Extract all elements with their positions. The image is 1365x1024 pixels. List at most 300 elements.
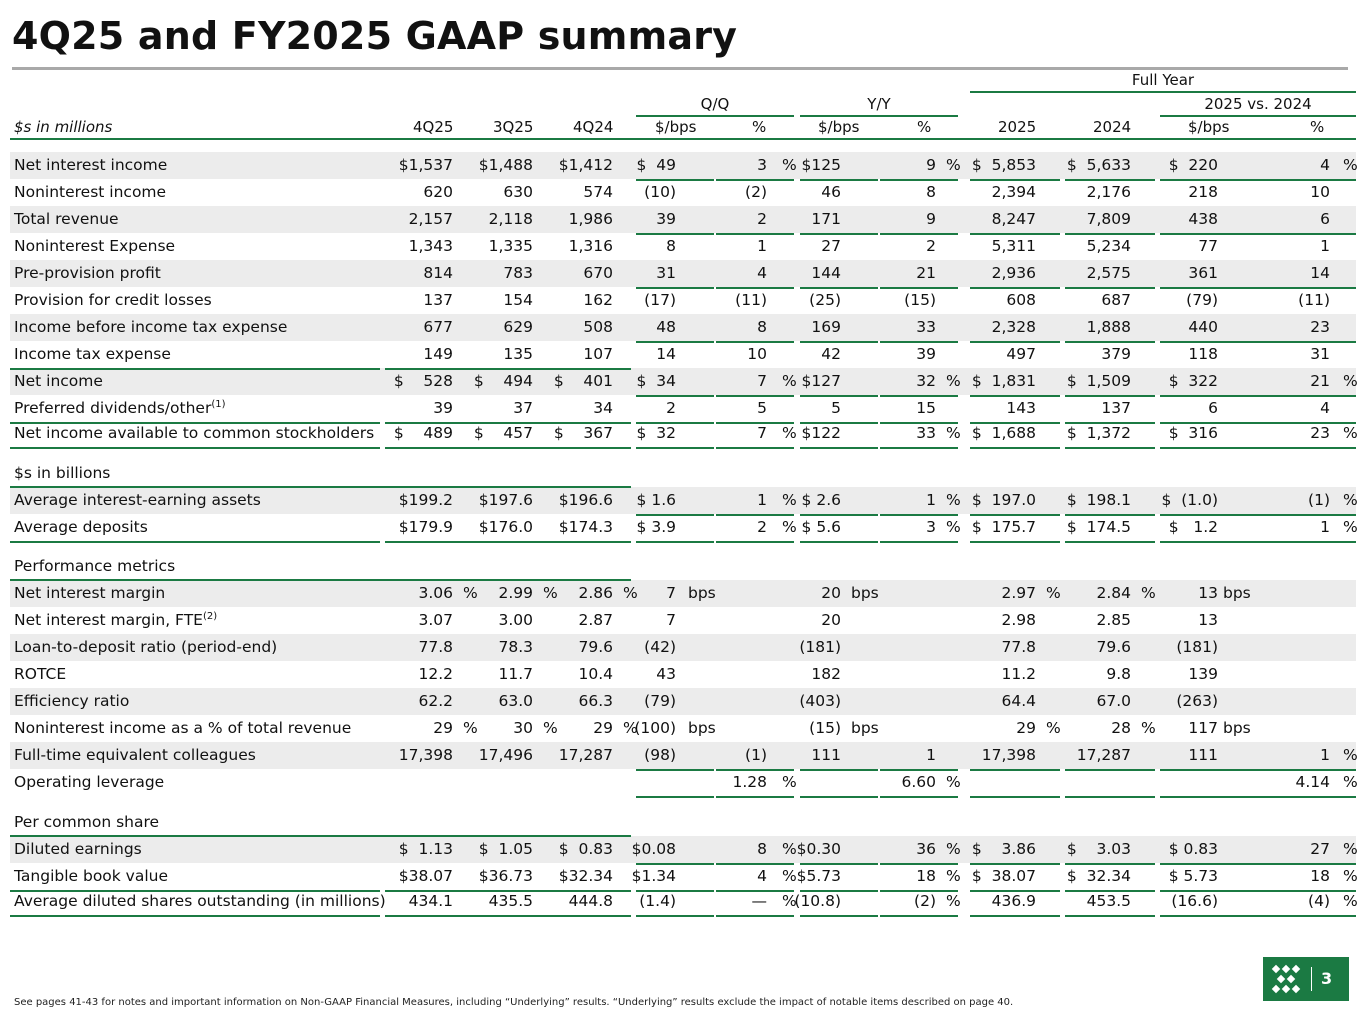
table-cell: 39 xyxy=(656,210,676,228)
unit-suffix: % xyxy=(946,491,961,509)
column-underline xyxy=(636,915,714,917)
table-cell: 36 xyxy=(916,840,936,858)
row-label: Average diluted shares outstanding (in millions) xyxy=(14,892,386,910)
logo-separator xyxy=(1311,967,1312,991)
column-underline xyxy=(1250,541,1356,543)
full-year-group-label: Full Year xyxy=(1131,71,1195,89)
table-cell: (1) xyxy=(745,746,767,764)
table-cell: 30 xyxy=(513,719,533,737)
section-rule xyxy=(10,486,631,488)
table-cell: $ 3.03 xyxy=(1066,840,1131,858)
column-underline xyxy=(800,915,878,917)
table-cell: $ 174.5 xyxy=(1066,518,1131,536)
brand-mark-icon xyxy=(1271,964,1301,994)
page-number: 3 xyxy=(1321,969,1333,988)
table-cell: (16.6) xyxy=(1171,892,1218,910)
table-cell: $ 1.05 xyxy=(478,840,533,858)
unit-suffix: % xyxy=(946,840,961,858)
column-underline xyxy=(716,915,794,917)
column-underline xyxy=(1250,447,1356,449)
column-header: 4Q24 xyxy=(573,118,614,136)
row-separator xyxy=(10,890,380,892)
table-cell: 5,234 xyxy=(1086,237,1131,255)
table-cell: 39 xyxy=(433,399,453,417)
table-cell: 117 xyxy=(1188,719,1218,737)
row-label: Net interest income xyxy=(14,156,168,174)
table-cell: 14 xyxy=(656,345,676,363)
column-underline xyxy=(1065,796,1155,798)
table-cell: 27 xyxy=(1310,840,1330,858)
table-cell: 2,328 xyxy=(991,318,1036,336)
unit-suffix: % xyxy=(1046,719,1061,737)
table-cell: (98) xyxy=(644,746,676,764)
unit-suffix: % xyxy=(782,156,797,174)
table-cell: 28 xyxy=(1111,719,1131,737)
row-label: Income tax expense xyxy=(14,345,171,363)
row-separator xyxy=(385,541,631,543)
column-underline xyxy=(800,796,878,798)
unit-suffix: % xyxy=(946,892,961,910)
table-cell: 1 xyxy=(926,491,936,509)
table-row xyxy=(10,206,1356,233)
table-cell: 2 xyxy=(926,237,936,255)
table-cell: 1,986 xyxy=(568,210,613,228)
table-cell: 438 xyxy=(1188,210,1218,228)
table-cell: 361 xyxy=(1188,264,1218,282)
table-cell: $179.9 xyxy=(398,518,453,536)
column-header: 4Q25 xyxy=(413,118,454,136)
table-cell: 2,394 xyxy=(991,183,1036,201)
table-cell: 7 xyxy=(666,584,676,602)
table-cell: 78.3 xyxy=(498,638,533,656)
unit-suffix: % xyxy=(1343,867,1358,885)
unit-suffix: % xyxy=(946,773,961,791)
table-cell: 162 xyxy=(583,291,613,309)
table-row xyxy=(10,368,1356,395)
table-cell: 4 xyxy=(1320,399,1330,417)
unit-suffix: % xyxy=(1343,773,1358,791)
table-cell: 67.0 xyxy=(1096,692,1131,710)
table-cell: 149 xyxy=(423,345,453,363)
table-cell: 1 xyxy=(1320,518,1330,536)
table-cell: 154 xyxy=(503,291,533,309)
table-cell: (1.4) xyxy=(639,892,676,910)
column-underline xyxy=(970,447,1060,449)
brand-logo xyxy=(1263,957,1349,1001)
table-cell: $174.3 xyxy=(558,518,613,536)
unit-suffix: % xyxy=(946,867,961,885)
table-cell: $ 1.13 xyxy=(398,840,453,858)
table-cell: 620 xyxy=(423,183,453,201)
column-underline xyxy=(880,796,958,798)
table-cell: 107 xyxy=(583,345,613,363)
qq-group-label: Q/Q xyxy=(700,95,730,113)
row-label: Efficiency ratio xyxy=(14,692,130,710)
table-cell: $ 2.6 xyxy=(801,491,841,509)
table-cell: $ 367 xyxy=(553,424,613,442)
table-cell: 5 xyxy=(831,399,841,417)
table-cell: $ 0.83 xyxy=(1168,840,1218,858)
table-cell: $1,412 xyxy=(558,156,613,174)
table-cell: $1.34 xyxy=(631,867,676,885)
column-underline xyxy=(1065,541,1155,543)
table-cell: (10) xyxy=(644,183,676,201)
column-header: 2025 xyxy=(998,118,1037,136)
table-cell: 42 xyxy=(821,345,841,363)
table-cell: (42) xyxy=(644,638,676,656)
table-cell: (15) xyxy=(809,719,841,737)
unit-suffix: bps xyxy=(688,584,716,602)
unit-suffix: % xyxy=(946,156,961,174)
table-cell: 137 xyxy=(1101,399,1131,417)
table-cell: 2,118 xyxy=(488,210,533,228)
column-underline xyxy=(636,447,714,449)
qq-group-rule xyxy=(636,115,794,117)
table-cell: 7,809 xyxy=(1086,210,1131,228)
table-cell: 783 xyxy=(503,264,533,282)
table-cell: 3.07 xyxy=(418,611,453,629)
table-cell: $ 5,633 xyxy=(1066,156,1131,174)
table-row xyxy=(10,152,1356,179)
table-cell: $ 32.34 xyxy=(1066,867,1131,885)
table-cell: (25) xyxy=(809,291,841,309)
table-row xyxy=(10,314,1356,341)
table-cell: 111 xyxy=(811,746,841,764)
table-cell: 10 xyxy=(747,345,767,363)
table-cell: $ 5.73 xyxy=(1168,867,1218,885)
table-cell: 2 xyxy=(666,399,676,417)
table-cell: 143 xyxy=(1006,399,1036,417)
table-cell: $ 175.7 xyxy=(971,518,1036,536)
table-cell: 1.28 xyxy=(732,773,767,791)
row-label: Preferred dividends/other$^{(1)}$ xyxy=(14,398,226,417)
table-cell: 2.86 xyxy=(578,584,613,602)
column-underline xyxy=(716,796,794,798)
table-cell: 27 xyxy=(821,237,841,255)
table-cell: 4 xyxy=(757,867,767,885)
row-label: Pre-provision profit xyxy=(14,264,161,282)
column-underline xyxy=(1160,541,1250,543)
table-row xyxy=(10,769,1356,796)
row-label: Tangible book value xyxy=(14,867,169,885)
table-cell: $1,537 xyxy=(398,156,453,174)
table-cell: 3.00 xyxy=(498,611,533,629)
table-cell: $32.34 xyxy=(558,867,613,885)
column-underline xyxy=(970,796,1060,798)
table-cell: 21 xyxy=(1310,372,1330,390)
table-cell: 8 xyxy=(757,840,767,858)
vs-group-label: 2025 vs. 2024 xyxy=(1204,95,1312,113)
table-cell: $ 528 xyxy=(393,372,453,390)
column-header: % xyxy=(917,118,932,136)
table-cell: 1,335 xyxy=(488,237,533,255)
table-cell: 2,936 xyxy=(991,264,1036,282)
column-header: % xyxy=(1310,118,1325,136)
table-cell: $0.30 xyxy=(796,840,841,858)
table-cell: $38.07 xyxy=(398,867,453,885)
table-cell: 139 xyxy=(1188,665,1218,683)
unit-suffix: % xyxy=(782,867,797,885)
unit-suffix: % xyxy=(1343,840,1358,858)
row-label: Loan-to-deposit ratio (period-end) xyxy=(14,638,278,656)
table-cell: 10.4 xyxy=(578,665,613,683)
table-cell: 9 xyxy=(926,156,936,174)
table-cell: 64.4 xyxy=(1001,692,1036,710)
table-cell: $ (1.0) xyxy=(1161,491,1218,509)
table-row xyxy=(10,487,1356,514)
table-cell: $ 1,831 xyxy=(971,372,1036,390)
column-underline xyxy=(1250,915,1356,917)
unit-suffix: % xyxy=(782,372,797,390)
table-cell: 7 xyxy=(757,372,767,390)
row-label: Noninterest income as a % of total revenue xyxy=(14,719,352,737)
table-row xyxy=(10,420,1356,447)
table-row xyxy=(10,836,1356,863)
table-cell: 440 xyxy=(1188,318,1218,336)
table-cell: 23 xyxy=(1310,424,1330,442)
row-separator xyxy=(10,368,380,370)
unit-suffix: bps xyxy=(851,584,879,602)
table-cell: (79) xyxy=(644,692,676,710)
table-row xyxy=(10,514,1356,541)
table-cell: 48 xyxy=(656,318,676,336)
table-cell: $ 489 xyxy=(393,424,453,442)
unit-suffix: % xyxy=(463,584,478,602)
unit-suffix: bps xyxy=(1223,719,1251,737)
table-cell: 21 xyxy=(916,264,936,282)
title-divider xyxy=(12,67,1348,70)
table-cell: 79.6 xyxy=(1096,638,1131,656)
table-cell: 5 xyxy=(757,399,767,417)
table-cell: 814 xyxy=(423,264,453,282)
section-heading xyxy=(10,809,1356,836)
table-cell: 8 xyxy=(757,318,767,336)
table-cell: $122 xyxy=(801,424,841,442)
table-cell: $199.2 xyxy=(398,491,453,509)
table-cell: 1,343 xyxy=(408,237,453,255)
table-cell: 15 xyxy=(916,399,936,417)
table-cell: 444.8 xyxy=(568,892,613,910)
table-row xyxy=(10,341,1356,368)
column-underline xyxy=(716,447,794,449)
yy-group-label: Y/Y xyxy=(867,95,891,113)
row-separator xyxy=(10,422,380,424)
unit-suffix: % xyxy=(1343,424,1358,442)
table-cell: 17,398 xyxy=(398,746,453,764)
table-cell: 2.84 xyxy=(1096,584,1131,602)
table-cell: $ 494 xyxy=(473,372,533,390)
column-header: $/bps xyxy=(1188,118,1230,136)
unit-suffix: % xyxy=(782,424,797,442)
table-cell: (263) xyxy=(1176,692,1218,710)
column-underline xyxy=(970,541,1060,543)
table-cell: 77 xyxy=(1198,237,1218,255)
table-cell: 17,496 xyxy=(478,746,533,764)
table-cell: 37 xyxy=(513,399,533,417)
table-cell: 13 xyxy=(1198,611,1218,629)
unit-suffix: % xyxy=(782,892,797,910)
table-cell: 171 xyxy=(811,210,841,228)
column-header: $/bps xyxy=(655,118,697,136)
table-cell: 29 xyxy=(593,719,613,737)
column-underline xyxy=(800,447,878,449)
section-label: Performance metrics xyxy=(14,557,176,575)
column-underline xyxy=(880,447,958,449)
table-cell: 1 xyxy=(926,746,936,764)
table-cell: 2.85 xyxy=(1096,611,1131,629)
column-underline xyxy=(880,541,958,543)
section-heading xyxy=(10,460,1356,487)
table-cell: 182 xyxy=(811,665,841,683)
table-cell: 4 xyxy=(757,264,767,282)
table-cell: $ 49 xyxy=(636,156,676,174)
table-cell: 434.1 xyxy=(408,892,453,910)
table-cell: 12.2 xyxy=(418,665,453,683)
table-cell: 6 xyxy=(1208,399,1218,417)
table-cell: $ 220 xyxy=(1168,156,1218,174)
table-cell: 436.9 xyxy=(991,892,1036,910)
table-cell: 34 xyxy=(593,399,613,417)
table-cell: 9.8 xyxy=(1106,665,1131,683)
table-cell: 20 xyxy=(821,611,841,629)
table-cell: 630 xyxy=(503,183,533,201)
table-cell: 8 xyxy=(926,183,936,201)
table-cell: $ 457 xyxy=(473,424,533,442)
table-cell: 135 xyxy=(503,345,533,363)
table-cell: 18 xyxy=(1310,867,1330,885)
column-header: 3Q25 xyxy=(493,118,534,136)
table-cell: 11.2 xyxy=(1001,665,1036,683)
table-cell: (2) xyxy=(745,183,767,201)
section-rule xyxy=(10,579,631,581)
table-row xyxy=(10,715,1356,742)
table-cell: 6 xyxy=(1320,210,1330,228)
table-cell: 18 xyxy=(916,867,936,885)
table-cell: 629 xyxy=(503,318,533,336)
table-cell: $ 1,372 xyxy=(1066,424,1131,442)
table-row xyxy=(10,607,1356,634)
table-cell: $176.0 xyxy=(478,518,533,536)
table-cell: 111 xyxy=(1188,746,1218,764)
section-label: $s in billions xyxy=(14,464,111,482)
table-cell: 137 xyxy=(423,291,453,309)
yy-group-rule xyxy=(800,115,958,117)
table-cell: (10.8) xyxy=(794,892,841,910)
row-label: Total revenue xyxy=(14,210,119,228)
row-label: Net income xyxy=(14,372,103,390)
table-cell: 6.60 xyxy=(901,773,936,791)
row-separator xyxy=(385,890,631,892)
table-cell: 2,157 xyxy=(408,210,453,228)
unit-suffix: % xyxy=(946,518,961,536)
unit-suffix: % xyxy=(543,719,558,737)
row-label: Average deposits xyxy=(14,518,148,536)
table-cell: 608 xyxy=(1006,291,1036,309)
table-cell: 2,176 xyxy=(1086,183,1131,201)
table-cell: $197.6 xyxy=(478,491,533,509)
row-label: Full-time equivalent colleagues xyxy=(14,746,256,764)
table-cell: 14 xyxy=(1310,264,1330,282)
table-cell: 31 xyxy=(656,264,676,282)
table-cell: $ 198.1 xyxy=(1066,491,1131,509)
table-cell: 670 xyxy=(583,264,613,282)
column-underline xyxy=(1160,796,1250,798)
table-cell: 79.6 xyxy=(578,638,613,656)
table-cell: $1,488 xyxy=(478,156,533,174)
column-header: 2024 xyxy=(1093,118,1132,136)
table-cell: 29 xyxy=(433,719,453,737)
unit-suffix: % xyxy=(543,584,558,602)
table-cell: 32 xyxy=(916,372,936,390)
table-cell: (100) xyxy=(634,719,676,737)
table-cell: 1,316 xyxy=(568,237,613,255)
table-cell: 497 xyxy=(1006,345,1036,363)
table-cell: $5.73 xyxy=(796,867,841,885)
table-cell: 17,398 xyxy=(981,746,1036,764)
table-cell: 574 xyxy=(583,183,613,201)
column-underline xyxy=(1065,447,1155,449)
table-cell: (403) xyxy=(799,692,841,710)
table-cell: 1 xyxy=(1320,237,1330,255)
table-cell: 2.87 xyxy=(578,611,613,629)
table-cell: 39 xyxy=(916,345,936,363)
table-cell: (181) xyxy=(1176,638,1218,656)
table-cell: 43 xyxy=(656,665,676,683)
table-cell: 31 xyxy=(1310,345,1330,363)
footnote: See pages 41-43 for notes and important information on Non-GAAP Financial Measures, including “Underlying” results. “Underlying” results exclude the impact of notable items described on page 40. xyxy=(14,997,1014,1008)
table-cell: $ 401 xyxy=(553,372,613,390)
unit-suffix: % xyxy=(1343,156,1358,174)
unit-suffix: % xyxy=(1343,892,1358,910)
table-cell: $ 0.83 xyxy=(558,840,613,858)
table-cell: 17,287 xyxy=(558,746,613,764)
table-cell: 2,575 xyxy=(1086,264,1131,282)
table-row xyxy=(10,580,1356,607)
table-row xyxy=(10,233,1356,260)
table-cell: 33 xyxy=(916,424,936,442)
table-cell: 7 xyxy=(757,424,767,442)
table-cell: 118 xyxy=(1188,345,1218,363)
table-cell: (181) xyxy=(799,638,841,656)
row-label: Net interest margin xyxy=(14,584,166,602)
table-cell: $ 322 xyxy=(1168,372,1218,390)
table-cell: $ 38.07 xyxy=(971,867,1036,885)
unit-suffix: % xyxy=(946,424,961,442)
column-underline xyxy=(1250,796,1356,798)
table-cell: $ 3.9 xyxy=(636,518,676,536)
full-year-group-rule xyxy=(970,91,1356,93)
row-separator xyxy=(10,915,380,917)
table-cell: 46 xyxy=(821,183,841,201)
table-cell: 144 xyxy=(811,264,841,282)
table-cell: 677 xyxy=(423,318,453,336)
row-label: Provision for credit losses xyxy=(14,291,212,309)
unit-suffix: % xyxy=(782,491,797,509)
table-cell: $ 5.6 xyxy=(801,518,841,536)
unit-suffix: bps xyxy=(1223,584,1251,602)
table-cell: $ 1.2 xyxy=(1168,518,1218,536)
unit-suffix: % xyxy=(1343,518,1358,536)
column-underline xyxy=(636,796,714,798)
table-cell: 2 xyxy=(757,210,767,228)
table-cell: 63.0 xyxy=(498,692,533,710)
row-separator xyxy=(385,447,631,449)
row-label: Operating leverage xyxy=(14,773,165,791)
unit-suffix: % xyxy=(1141,584,1156,602)
unit-suffix: % xyxy=(782,518,797,536)
table-cell: 11.7 xyxy=(498,665,533,683)
table-cell: (15) xyxy=(904,291,936,309)
